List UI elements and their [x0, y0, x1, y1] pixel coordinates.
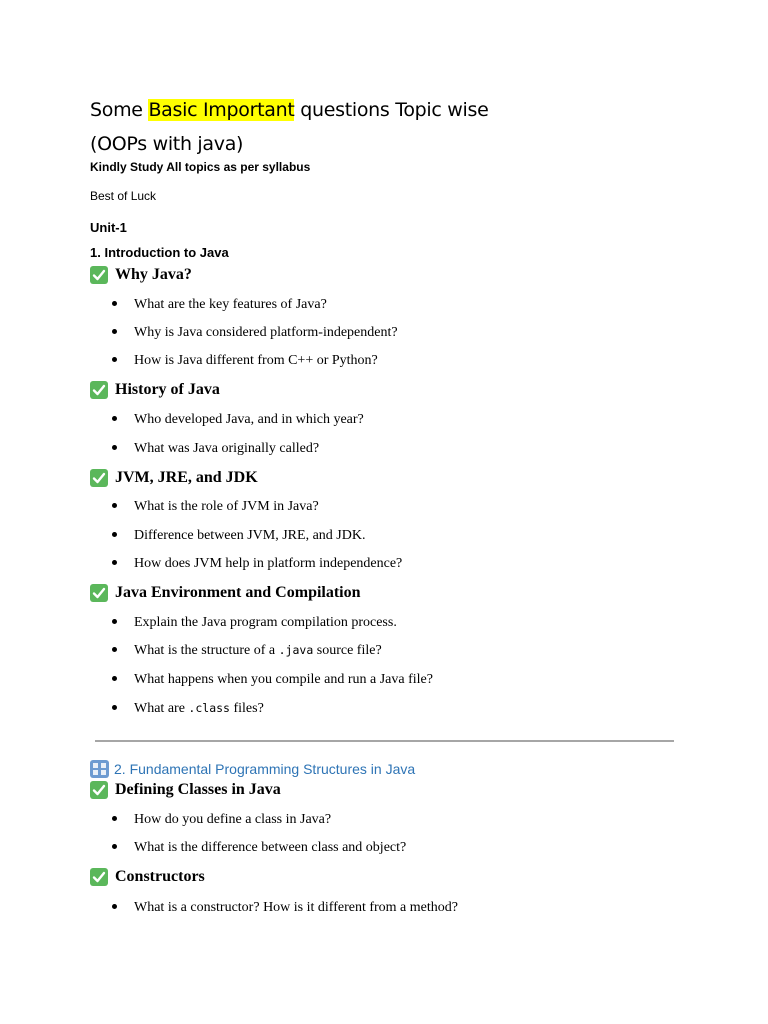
title-suffix: questions Topic wise: [294, 99, 489, 121]
bullet-icon: [112, 816, 117, 821]
code-snippet: .class: [188, 701, 230, 715]
question-text: Explain the Java program compilation process.: [134, 615, 397, 630]
title-prefix: Some: [90, 99, 149, 121]
topic-label: JVM, JRE, and JDK: [115, 469, 258, 486]
list-item: [112, 441, 319, 457]
question-text: Difference between JVM, JRE, and JDK.: [134, 528, 366, 543]
list-item: [112, 643, 382, 659]
check-mark-icon: [90, 868, 108, 886]
bullet-icon: [112, 560, 117, 565]
list-item: [112, 812, 331, 828]
question-text: What is the structure of a: [134, 643, 279, 658]
list-item: [112, 900, 458, 916]
topic-label: History of Java: [115, 381, 220, 398]
bullet-icon: [112, 619, 117, 624]
question-text: How do you define a class in Java?: [134, 812, 332, 827]
bullet-icon: [112, 844, 117, 849]
bullet-icon: [112, 357, 117, 362]
bullet-icon: [112, 904, 117, 909]
bullet-icon: [112, 503, 117, 508]
check-mark-icon: [90, 469, 108, 487]
topic-label: Defining Classes in Java: [115, 781, 281, 798]
title-line-1: [90, 97, 488, 123]
question-text: files?: [229, 701, 264, 716]
topic-label: Constructors: [115, 868, 205, 885]
title-highlight: Basic Important: [148, 99, 295, 121]
question-text: What is the role of JVM in Java?: [134, 499, 319, 514]
topic-history-of-java: [90, 381, 220, 399]
bullet-icon: [112, 445, 117, 450]
bullet-icon: [112, 301, 117, 306]
input-numbers-icon: [90, 760, 109, 778]
subtitle: Kindly Study All topics as per syllabus: [90, 160, 311, 174]
bullet-icon: [112, 647, 117, 652]
topic-defining-classes: [90, 781, 281, 799]
question-text: Who developed Java, and in which year?: [134, 412, 364, 427]
list-item: [112, 499, 319, 515]
list-item: [112, 556, 402, 572]
question-text: What is a constructor? How is it different from a method?: [134, 900, 458, 915]
bullet-icon: [112, 676, 117, 681]
check-mark-icon: [90, 584, 108, 602]
question-text: How is Java different from C++ or Python?: [134, 353, 378, 368]
question-text: source file?: [313, 643, 382, 658]
title-line-2: (OOPs with java): [90, 133, 244, 155]
topic-constructors: [90, 868, 205, 886]
question-text: What is the difference between class and object?: [134, 840, 407, 855]
bullet-icon: [112, 329, 117, 334]
horizontal-divider: [95, 740, 674, 742]
check-mark-icon: [90, 266, 108, 284]
topic-jvm-jre-jdk: [90, 469, 258, 487]
list-item: [112, 672, 433, 688]
bullet-icon: [112, 705, 117, 710]
check-mark-icon: [90, 781, 108, 799]
list-item: [112, 701, 264, 717]
bullet-icon: [112, 416, 117, 421]
question-text: What are: [134, 701, 189, 716]
section-2-heading-text: 2. Fundamental Programming Structures in Java: [114, 761, 416, 777]
section-1-heading: 1. Introduction to Java: [90, 245, 229, 260]
check-mark-icon: [90, 381, 108, 399]
topic-label: Java Environment and Compilation: [115, 584, 361, 601]
list-item: [112, 325, 398, 341]
bullet-icon: [112, 532, 117, 537]
list-item: [112, 528, 365, 544]
section-2-heading: [90, 760, 415, 778]
question-text: How does JVM help in platform independence?: [134, 556, 403, 571]
question-text: What are the key features of Java?: [134, 297, 327, 312]
list-item: [112, 840, 406, 856]
topic-label: Why Java?: [115, 266, 192, 283]
best-of-luck-text: Best of Luck: [90, 189, 157, 203]
topic-why-java: [90, 266, 192, 284]
code-snippet: .java: [278, 643, 314, 657]
list-item: [112, 412, 364, 428]
question-text: What happens when you compile and run a Java file?: [134, 672, 433, 687]
list-item: [112, 615, 397, 631]
topic-java-environment: [90, 584, 361, 602]
question-text: What was Java originally called?: [134, 441, 320, 456]
question-text: Why is Java considered platform-independent?: [134, 325, 398, 340]
list-item: [112, 297, 327, 313]
list-item: [112, 353, 378, 369]
unit-label: Unit-1: [90, 220, 127, 235]
